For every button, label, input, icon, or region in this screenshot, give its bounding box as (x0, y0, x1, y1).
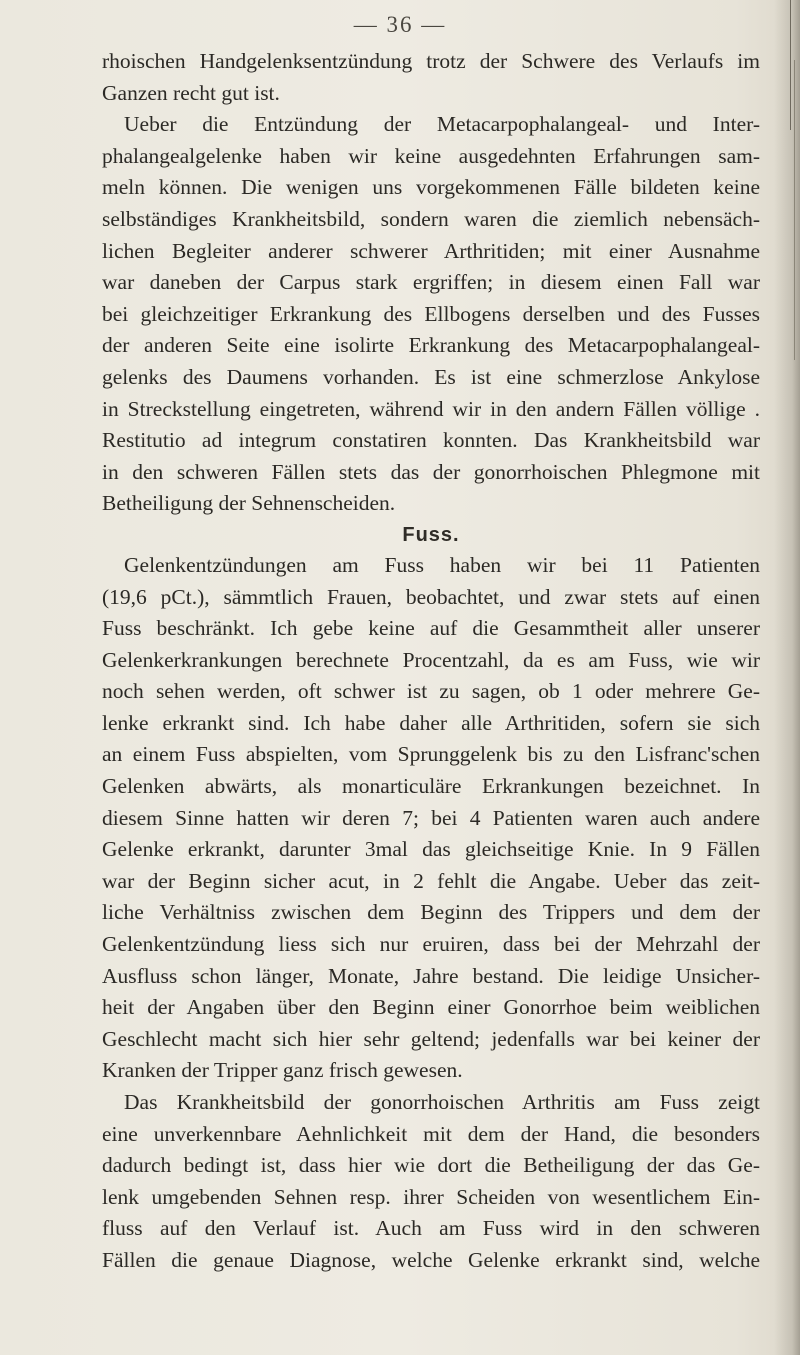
body-text (102, 46, 760, 1277)
page-number: — 36 — (353, 12, 447, 37)
text-line: liche Verhältniss zwischen dem Beginn des Trippers und dem der (102, 900, 760, 925)
text-line: Restitutio ad integrum constatiren konnten. Das Krankheitsbild war (102, 428, 760, 453)
text-line: Fällen die genaue Diagnose, welche Gelenke erkrankt sind, welche (102, 1247, 760, 1272)
text-line: selbständiges Krankheitsbild, sondern waren die ziemlich nebensäch- (102, 206, 760, 231)
text-line: Geschlecht macht sich hier sehr geltend; jedenfalls war bei keiner der (102, 1026, 760, 1051)
text-line: gelenks des Daumens vorhanden. Es ist eine schmerzlose Ankylose (102, 364, 760, 389)
text-line: rhoischen Handgelenksentzündung trotz der Schwere des Verlaufs im (102, 49, 760, 73)
text-line: Gelenken abwärts, als monarticuläre Erkrankungen bezeichnet. In (102, 774, 760, 799)
page-edge-shadow (774, 0, 800, 1355)
text-line: Gelenkerkrankungen berechnete Procentzahl, da es am Fuss, wie wir (102, 647, 760, 672)
text-line: Betheiligung der Sehnenscheiden. (102, 491, 396, 516)
text-line: diesem Sinne hatten wir deren 7; bei 4 Patienten waren auch andere (102, 805, 760, 830)
text-line: fluss auf den Verlauf ist. Auch am Fuss wird in den schweren (102, 1216, 760, 1241)
section-heading-fuss: Fuss. (402, 523, 460, 546)
text-line: in den schweren Fällen stets das der gonorrhoischen Phlegmone mit (102, 459, 760, 484)
text-line: Ueber die Entzündung der Metacarpophalangeal- und Inter- (124, 112, 760, 137)
text-line: lenke erkrankt sind. Ich habe daher alle Arthritiden, sofern sie sich (102, 710, 760, 735)
text-line: noch sehen werden, oft schwer ist zu sagen, ob 1 oder mehrere Ge- (102, 679, 760, 704)
text-line: der anderen Seite eine isolirte Erkrankung des Metacarpophalangeal- (102, 333, 760, 358)
text-line: meln können. Die wenigen uns vorgekommenen Fälle bildeten keine (102, 175, 760, 200)
text-line: Ganzen recht gut ist. (102, 80, 280, 105)
text-line: eine unverkennbare Aehnlichkeit mit dem der Hand, die besonders (102, 1121, 760, 1146)
text-line: Gelenke erkrankt, darunter 3mal das gleichseitige Knie. In 9 Fällen (102, 837, 760, 862)
text-line: phalangealgelenke haben wir keine ausgedehnten Erfahrungen sam- (102, 143, 760, 168)
text-line: Kranken der Tripper ganz frisch gewesen. (102, 1058, 463, 1083)
text-line: in Streckstellung eingetreten, während wir in den andern Fällen völlige . (102, 396, 760, 421)
text-line: lenk umgebenden Sehnen resp. ihrer Scheiden von wesentlichem Ein- (102, 1184, 760, 1209)
text-line: Gelenkentzündungen am Fuss haben wir bei 11 Patienten (124, 552, 760, 577)
page-edge-line (794, 60, 795, 360)
text-line: war der Beginn sicher acut, in 2 fehlt die Angabe. Ueber das zeit- (102, 868, 760, 893)
text-line: an einem Fuss abspielten, vom Sprunggelenk bis zu den Lisfranc'schen (102, 742, 760, 767)
text-line: war daneben der Carpus stark ergriffen; in diesem einen Fall war (102, 270, 760, 295)
text-line: (19,6 pCt.), sämmtlich Frauen, beobachtet, und zwar stets auf einen (102, 584, 760, 609)
text-line: heit der Angaben über den Beginn einer Gonorrhoe beim weiblichen (102, 995, 760, 1020)
text-line: bei gleichzeitiger Erkrankung des Ellbogens derselben und des Fusses (102, 301, 760, 326)
text-line: Das Krankheitsbild der gonorrhoischen Arthritis am Fuss zeigt (124, 1090, 760, 1114)
text-line: Fuss beschränkt. Ich gebe keine auf die Gesammtheit aller unserer (102, 616, 760, 641)
text-line: Ausfluss schon länger, Monate, Jahre bestand. Die leidige Unsicher- (102, 963, 760, 988)
text-line: lichen Begleiter anderer schwerer Arthritiden; mit einer Ausnahme (102, 238, 760, 263)
text-line: Gelenkentzündung liess sich nur eruiren, dass bei der Mehrzahl der (102, 932, 760, 957)
text-line: dadurch bedingt ist, dass hier wie dort die Betheiligung der das Ge- (102, 1153, 760, 1178)
